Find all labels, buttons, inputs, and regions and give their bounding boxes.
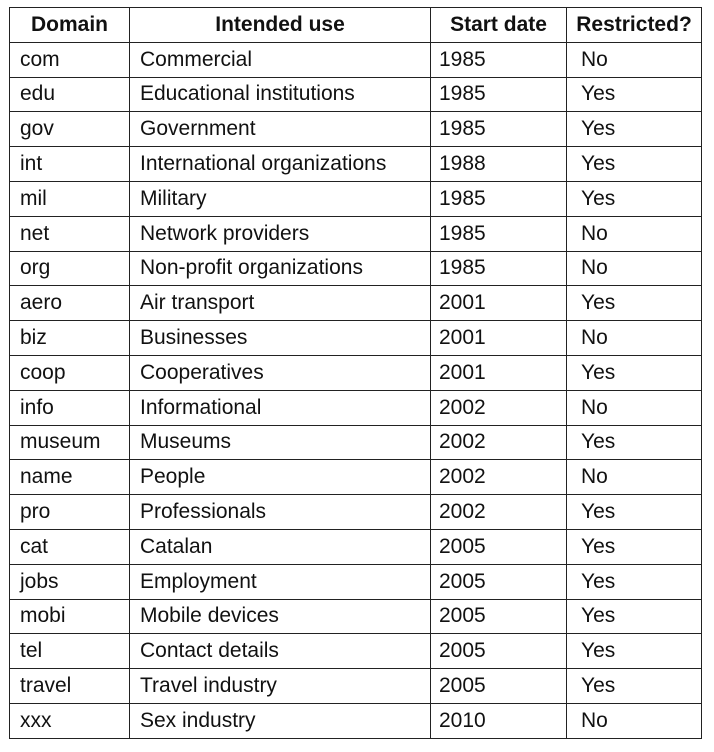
header-intended-use: Intended use bbox=[130, 8, 431, 43]
restricted-cell: Yes bbox=[567, 599, 702, 634]
intended-use-cell: International organizations bbox=[130, 147, 431, 182]
domain-cell: info bbox=[10, 390, 130, 425]
restricted-cell: Yes bbox=[567, 181, 702, 216]
start-date-cell: 1985 bbox=[431, 112, 567, 147]
table-row bbox=[10, 112, 702, 147]
domain-cell: museum bbox=[10, 425, 130, 460]
domain-cell: org bbox=[10, 251, 130, 286]
header-row bbox=[10, 8, 702, 43]
domain-cell: edu bbox=[10, 77, 130, 112]
intended-use-cell: Professionals bbox=[130, 495, 431, 530]
header-start-date: Start date bbox=[431, 8, 567, 43]
restricted-cell: No bbox=[567, 216, 702, 251]
table-row bbox=[10, 251, 702, 286]
table-body bbox=[10, 42, 702, 738]
start-date-cell: 1985 bbox=[431, 181, 567, 216]
intended-use-cell: Mobile devices bbox=[130, 599, 431, 634]
intended-use-cell: Businesses bbox=[130, 321, 431, 356]
intended-use-cell: Air transport bbox=[130, 286, 431, 321]
domain-cell: biz bbox=[10, 321, 130, 356]
table-row bbox=[10, 599, 702, 634]
table-row bbox=[10, 703, 702, 738]
table-row bbox=[10, 529, 702, 564]
table-row bbox=[10, 42, 702, 77]
restricted-cell: Yes bbox=[567, 529, 702, 564]
start-date-cell: 1985 bbox=[431, 251, 567, 286]
domain-cell: travel bbox=[10, 669, 130, 704]
table-container bbox=[9, 7, 702, 739]
table-row bbox=[10, 564, 702, 599]
restricted-cell: No bbox=[567, 251, 702, 286]
domain-cell: cat bbox=[10, 529, 130, 564]
intended-use-cell: Travel industry bbox=[130, 669, 431, 704]
start-date-cell: 2005 bbox=[431, 599, 567, 634]
restricted-cell: No bbox=[567, 390, 702, 425]
domain-cell: tel bbox=[10, 634, 130, 669]
restricted-cell: Yes bbox=[567, 355, 702, 390]
intended-use-cell: Government bbox=[130, 112, 431, 147]
start-date-cell: 2002 bbox=[431, 495, 567, 530]
start-date-cell: 2010 bbox=[431, 703, 567, 738]
table-row bbox=[10, 355, 702, 390]
restricted-cell: No bbox=[567, 321, 702, 356]
table-row bbox=[10, 425, 702, 460]
restricted-cell: Yes bbox=[567, 495, 702, 530]
start-date-cell: 2002 bbox=[431, 425, 567, 460]
intended-use-cell: People bbox=[130, 460, 431, 495]
domain-cell: name bbox=[10, 460, 130, 495]
intended-use-cell: Museums bbox=[130, 425, 431, 460]
start-date-cell: 2005 bbox=[431, 529, 567, 564]
start-date-cell: 2001 bbox=[431, 321, 567, 356]
domain-table bbox=[9, 7, 702, 739]
table-row bbox=[10, 460, 702, 495]
start-date-cell: 2002 bbox=[431, 460, 567, 495]
table-row bbox=[10, 77, 702, 112]
domain-cell: pro bbox=[10, 495, 130, 530]
start-date-cell: 1985 bbox=[431, 77, 567, 112]
restricted-cell: No bbox=[567, 460, 702, 495]
restricted-cell: Yes bbox=[567, 286, 702, 321]
domain-cell: coop bbox=[10, 355, 130, 390]
intended-use-cell: Commercial bbox=[130, 42, 431, 77]
domain-cell: mobi bbox=[10, 599, 130, 634]
start-date-cell: 1985 bbox=[431, 216, 567, 251]
restricted-cell: Yes bbox=[567, 112, 702, 147]
restricted-cell: Yes bbox=[567, 669, 702, 704]
table-row bbox=[10, 390, 702, 425]
domain-cell: com bbox=[10, 42, 130, 77]
table-row bbox=[10, 321, 702, 356]
start-date-cell: 2005 bbox=[431, 564, 567, 599]
intended-use-cell: Sex industry bbox=[130, 703, 431, 738]
table-row bbox=[10, 669, 702, 704]
restricted-cell: Yes bbox=[567, 425, 702, 460]
intended-use-cell: Employment bbox=[130, 564, 431, 599]
table-row bbox=[10, 181, 702, 216]
intended-use-cell: Educational institutions bbox=[130, 77, 431, 112]
start-date-cell: 2001 bbox=[431, 286, 567, 321]
restricted-cell: Yes bbox=[567, 147, 702, 182]
domain-cell: gov bbox=[10, 112, 130, 147]
restricted-cell: Yes bbox=[567, 564, 702, 599]
start-date-cell: 1985 bbox=[431, 42, 567, 77]
domain-cell: jobs bbox=[10, 564, 130, 599]
start-date-cell: 2002 bbox=[431, 390, 567, 425]
intended-use-cell: Contact details bbox=[130, 634, 431, 669]
intended-use-cell: Network providers bbox=[130, 216, 431, 251]
table-row bbox=[10, 495, 702, 530]
domain-cell: xxx bbox=[10, 703, 130, 738]
intended-use-cell: Catalan bbox=[130, 529, 431, 564]
table-row bbox=[10, 634, 702, 669]
domain-cell: int bbox=[10, 147, 130, 182]
header-restricted: Restricted? bbox=[567, 8, 702, 43]
restricted-cell: No bbox=[567, 42, 702, 77]
domain-cell: net bbox=[10, 216, 130, 251]
intended-use-cell: Non-profit organizations bbox=[130, 251, 431, 286]
restricted-cell: Yes bbox=[567, 77, 702, 112]
domain-cell: aero bbox=[10, 286, 130, 321]
header-domain: Domain bbox=[10, 8, 130, 43]
start-date-cell: 1988 bbox=[431, 147, 567, 182]
table-row bbox=[10, 147, 702, 182]
table-row bbox=[10, 216, 702, 251]
intended-use-cell: Military bbox=[130, 181, 431, 216]
table-row bbox=[10, 286, 702, 321]
restricted-cell: Yes bbox=[567, 634, 702, 669]
intended-use-cell: Cooperatives bbox=[130, 355, 431, 390]
start-date-cell: 2001 bbox=[431, 355, 567, 390]
table-header bbox=[10, 8, 702, 43]
restricted-cell: No bbox=[567, 703, 702, 738]
intended-use-cell: Informational bbox=[130, 390, 431, 425]
start-date-cell: 2005 bbox=[431, 669, 567, 704]
domain-cell: mil bbox=[10, 181, 130, 216]
start-date-cell: 2005 bbox=[431, 634, 567, 669]
